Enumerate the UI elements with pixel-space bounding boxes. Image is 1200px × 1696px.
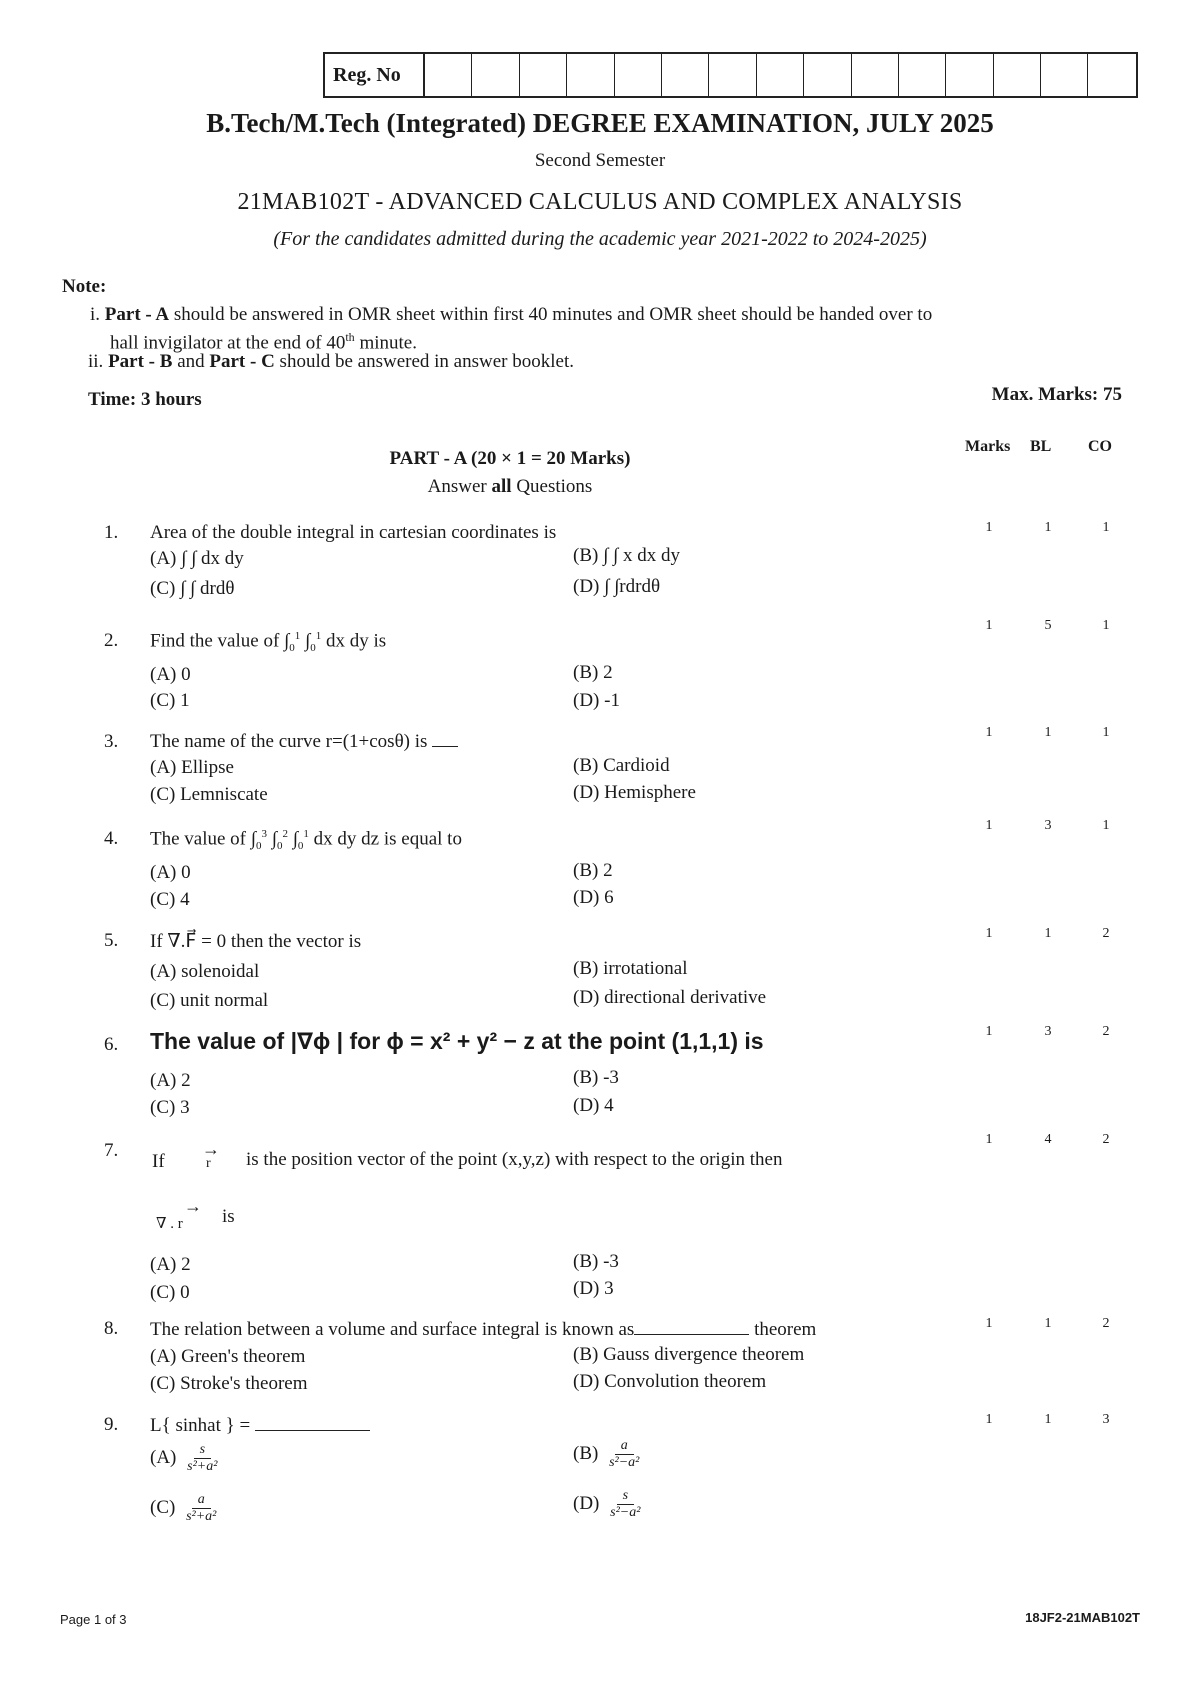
option-b: (B) -3 [573, 1067, 619, 1088]
time-label: Time: 3 hours [88, 389, 202, 410]
option-a: (A) 0 [150, 862, 191, 883]
bl-value: 1 [1044, 926, 1052, 941]
marks-value: 1 [985, 818, 993, 833]
question-if: If [152, 1151, 165, 1172]
fraction: $\frac{a}{\text{s²+a²}}$ [186, 1492, 217, 1524]
marks-value: 1 [985, 1412, 993, 1427]
reg-no-cell [615, 54, 662, 96]
option-c: (C) 0 [150, 1282, 190, 1303]
reg-no-box [323, 52, 1138, 98]
question-text: The value of |∇ϕ | for ϕ = x² + y² − z at the point (1,1,1) is [150, 1028, 764, 1054]
option-a: (A) 2 [150, 1070, 191, 1091]
question-number: 3. [104, 731, 119, 752]
option-a: (A) ∫ ∫ dx dy [150, 548, 244, 569]
question-number: 6. [104, 1034, 119, 1055]
question-number: 8. [104, 1318, 119, 1339]
exam-title: B.Tech/M.Tech (Integrated) DEGREE EXAMINATION, JULY 2025 [206, 108, 994, 138]
question-number: 4. [104, 828, 119, 849]
bl-value: 1 [1044, 725, 1052, 740]
reg-no-cell [425, 54, 472, 96]
bl-value: 1 [1044, 1316, 1052, 1331]
option-d: (D) $\frac{s}{\text{s²−a²}}$ [573, 1488, 641, 1520]
co-value: 1 [1102, 618, 1110, 633]
co-value: 1 [1102, 725, 1110, 740]
question-number: 1. [104, 522, 119, 543]
option-d: (D) -1 [573, 690, 620, 711]
bl-value: 3 [1044, 1024, 1052, 1039]
option-b: (B) 2 [573, 662, 613, 683]
option-c: (C) Lemniscate [150, 784, 268, 805]
question-text: Find the value of $\int_0^1$ $\int_0^1$ dx dy is [150, 630, 387, 655]
option-a: (A) 0 [150, 664, 191, 685]
question-is: is [222, 1206, 235, 1227]
reg-no-cell [852, 54, 899, 96]
co-value: 1 [1102, 818, 1110, 833]
question-number: 9. [104, 1414, 119, 1435]
question-text: The name of the curve r=(1+cosθ) is [150, 731, 458, 753]
col-header-bl: BL [1030, 438, 1052, 455]
reg-no-cell [520, 54, 567, 96]
question-text: If ∇.F⃗ = 0 then the vector is [150, 931, 362, 952]
reg-no-cell [709, 54, 756, 96]
option-c: (C) Stroke's theorem [150, 1373, 308, 1394]
reg-no-cell [946, 54, 993, 96]
option-b: (B) Gauss divergence theorem [573, 1344, 805, 1365]
question-text: Area of the double integral in cartesian coordinates is [150, 522, 557, 543]
paper-code: 18JF2-21MAB102T [1025, 1610, 1140, 1625]
question-text: is the position vector of the point (x,y,z) with respect to the origin then [246, 1149, 783, 1170]
option-d: (D) Hemisphere [573, 782, 696, 803]
reg-no-cell [804, 54, 851, 96]
co-value: 1 [1102, 520, 1110, 535]
fraction: $\frac{s}{\text{s²+a²}}$ [187, 1442, 218, 1474]
co-value: 2 [1102, 1316, 1110, 1331]
option-b: (B) 2 [573, 860, 613, 881]
bl-value: 4 [1044, 1132, 1052, 1147]
part-a-title: PART - A (20 × 1 = 20 Marks) [389, 448, 631, 469]
question-text: The value of $\int_0^3$ $\int_0^2$ $\int_0^1$ dx dy dz is equal to [150, 828, 462, 853]
option-a: (A) $\frac{s}{\text{s²+a²}}$ [150, 1442, 218, 1474]
reg-no-cell [662, 54, 709, 96]
max-marks-label: Max. Marks: 75 [991, 384, 1122, 405]
answer-blank [255, 1414, 370, 1431]
note-line-1: i. Part - A should be answered in OMR sheet within first 40 minutes and OMR sheet should be handed over to [90, 304, 933, 325]
page-number: Page 1 of 3 [60, 1612, 127, 1627]
option-d: (D) 4 [573, 1095, 614, 1116]
marks-value: 1 [985, 1024, 993, 1039]
co-value: 2 [1102, 1132, 1110, 1147]
question-number: 2. [104, 630, 119, 651]
co-value: 3 [1102, 1412, 1110, 1427]
option-c: (C) $\frac{a}{\text{s²+a²}}$ [150, 1492, 217, 1524]
bl-value: 1 [1044, 520, 1052, 535]
option-b: (B) $\frac{a}{\text{s²−a²}}$ [573, 1438, 640, 1470]
fraction: $\frac{s}{\text{s²−a²}}$ [610, 1488, 641, 1520]
marks-value: 1 [985, 618, 993, 633]
reg-no-cell [1041, 54, 1088, 96]
marks-value: 1 [985, 725, 993, 740]
option-a: (A) Green's theorem [150, 1346, 306, 1367]
option-b: (B) -3 [573, 1251, 619, 1272]
option-c: (C) 4 [150, 889, 190, 910]
col-header-co: CO [1088, 438, 1112, 455]
reg-no-cell [567, 54, 614, 96]
option-c: (C) unit normal [150, 990, 269, 1011]
option-d: (D) 6 [573, 887, 614, 908]
note-line-1-cont: hall invigilator at the end of 40th minute. [110, 330, 417, 354]
reg-no-cell [472, 54, 519, 96]
co-value: 2 [1102, 1024, 1110, 1039]
question-text: The relation between a volume and surface integral is known as theorem [150, 1319, 817, 1340]
option-a: (A) solenoidal [150, 961, 260, 982]
option-a: (A) Ellipse [150, 757, 234, 778]
reg-no-cell [1088, 54, 1135, 96]
semester: Second Semester [534, 150, 666, 171]
option-b: (B) Cardioid [573, 755, 670, 776]
marks-value: 1 [985, 1316, 993, 1331]
option-c: (C) 1 [150, 690, 190, 711]
option-d: (D) ∫ ∫rdrdθ [573, 576, 661, 597]
marks-value: 1 [985, 1132, 993, 1147]
vector-arrow-icon: → [184, 1196, 202, 1216]
bl-value: 3 [1044, 818, 1052, 833]
admission-note: (For the candidates admitted during the academic year 2021-2022 to 2024-2025) [273, 228, 927, 250]
option-d: (D) Convolution theorem [573, 1371, 767, 1392]
marks-value: 1 [985, 520, 993, 535]
bl-value: 5 [1044, 618, 1052, 633]
note-heading: Note: [62, 276, 107, 297]
option-d: (D) 3 [573, 1278, 614, 1299]
question-text: L{ sinhat } = [150, 1414, 370, 1437]
marks-value: 1 [985, 926, 993, 941]
reg-no-cell [899, 54, 946, 96]
answer-blank [432, 734, 458, 747]
question-number: 5. [104, 930, 119, 951]
answer-blank [634, 1318, 749, 1335]
option-b: (B) ∫ ∫ x dx dy [573, 545, 680, 566]
reg-no-cell [757, 54, 804, 96]
part-a-instruction: Answer all Questions [427, 476, 593, 497]
option-b: (B) irrotational [573, 958, 688, 979]
option-d: (D) directional derivative [573, 987, 767, 1008]
option-c: (C) 3 [150, 1097, 190, 1118]
co-value: 2 [1102, 926, 1110, 941]
bl-value: 1 [1044, 1412, 1052, 1427]
subject-title: 21MAB102T - ADVANCED CALCULUS AND COMPLEX ANALYSIS [237, 189, 963, 215]
note-line-2: ii. Part - B and Part - C should be answered in answer booklet. [88, 351, 574, 372]
vector-r: r [206, 1156, 211, 1171]
fraction: $\frac{a}{\text{s²−a²}}$ [609, 1438, 640, 1470]
col-header-marks: Marks [965, 438, 1011, 455]
option-c: (C) ∫ ∫ drdθ [150, 578, 235, 599]
option-a: (A) 2 [150, 1254, 191, 1275]
divergence-expression: ∇ . r [156, 1216, 183, 1232]
question-number: 7. [104, 1140, 119, 1161]
reg-no-cell [994, 54, 1041, 96]
reg-no-label: Reg. No [325, 54, 425, 96]
vector-arrow-icon: → [202, 1139, 220, 1159]
